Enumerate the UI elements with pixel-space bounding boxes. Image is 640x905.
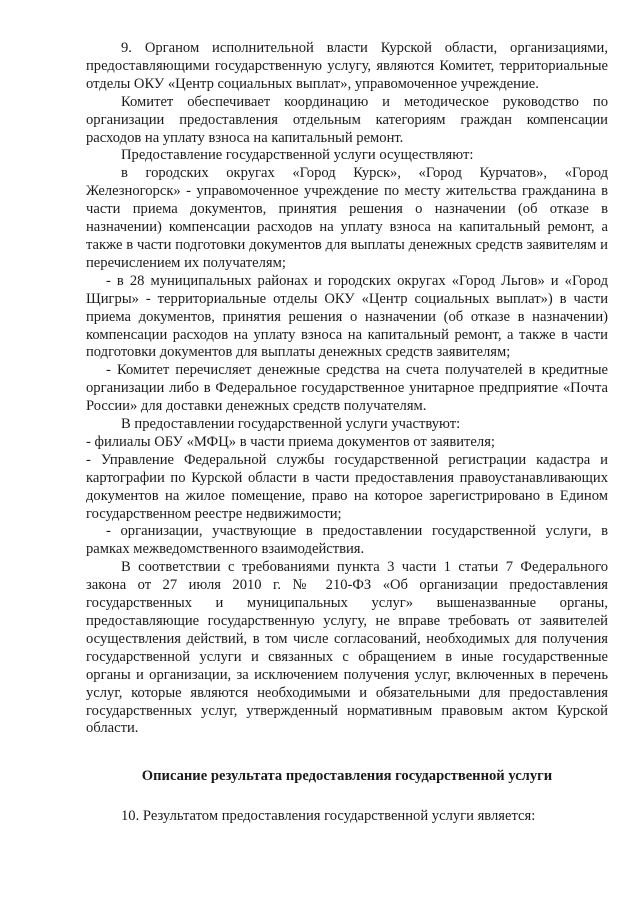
paragraph-municipal-districts: - в 28 муниципальных районах и городских округах «Город Льгов» и «Город Щигры» - территориальные отделы ОКУ «Центр социальных выплат») в части приема документов, принятия решения о назначении (об отказе в назначении) компенсации расходов на уплату взноса на капитальный ремонт, а также в части подготовки документов для выплаты денежных средств заявителям;	[86, 272, 608, 361]
paragraph-organizations: - организации, участвующие в предоставлении государственной услуги, в рамках межведомственного взаимодействия.	[86, 523, 608, 558]
paragraph-committee-transfers: - Комитет перечисляет денежные средства на счета получателей в кредитные организации либо в Федеральное государственное унитарное предприятие «Почта России» для доставки денежных средств получателям.	[86, 362, 608, 415]
paragraph-providers-intro: Предоставление государственной услуги осуществляют:	[121, 147, 474, 164]
paragraph-federal-law: В соответствии с требованиями пункта 3 части 1 статьи 7 Федерального закона от 27 июля 2010 г. № 210-ФЗ «Об организации предоставления государственных и муниципальных услуг» вышеназванные органы, предоставляющие государственную услугу, не вправе требовать от заявителей осуществления действий, в том числе согласований, необходимых для получения государственной услуги и связанных с обращением в иные государственные органы и организации, за исключением получения услуг, включенных в перечень услуг, которые являются необходимыми и обязательными для предоставления государственных услуг, утвержденный нормативным правовым актом Курской области.	[86, 559, 608, 737]
paragraph-committee-coordination: Комитет обеспечивает координацию и методическое руководство по организации предоставления отдельным категориям граждан компенсации расходов на уплату взноса на капитальный ремонт.	[86, 93, 608, 146]
paragraph-10-result: 10. Результатом предоставления государственной услуги является:	[121, 808, 536, 825]
paragraph-9-organs: 9. Органом исполнительной власти Курской области, организациями, предоставляющими государственную услугу, являются Комитет, территориальные отделы ОКУ «Центр социальных выплат», управомоченное учреждение.	[86, 40, 608, 92]
paragraph-registration-service: - Управление Федеральной службы государственной регистрации кадастра и картографии по Курской области в части предоставления правоустанавливающих документов на жилое помещение, право на которое зарегистрировано в Едином государственном реестре недвижимости;	[86, 451, 608, 522]
section-heading: Описание результата предоставления государственной услуги	[141, 768, 553, 785]
paragraph-participants-intro: В предоставлении государственной услуги участвуют:	[121, 416, 461, 433]
paragraph-city-districts: в городских округах «Город Курск», «Город Курчатов», «Город Железногорск» - управомоченное учреждение по месту жительства гражданина в части приема документов, принятия решения о назначении (об отказе в назначении) компенсации расходов на уплату взноса на капитальный ремонт, а также в части подготовки документов для выплаты денежных средств заявителям и перечислением их получателям;	[86, 165, 608, 271]
paragraph-mfc-branches: - филиалы ОБУ «МФЦ» в части приема документов от заявителя;	[86, 433, 495, 450]
document-page	[86, 40, 608, 826]
